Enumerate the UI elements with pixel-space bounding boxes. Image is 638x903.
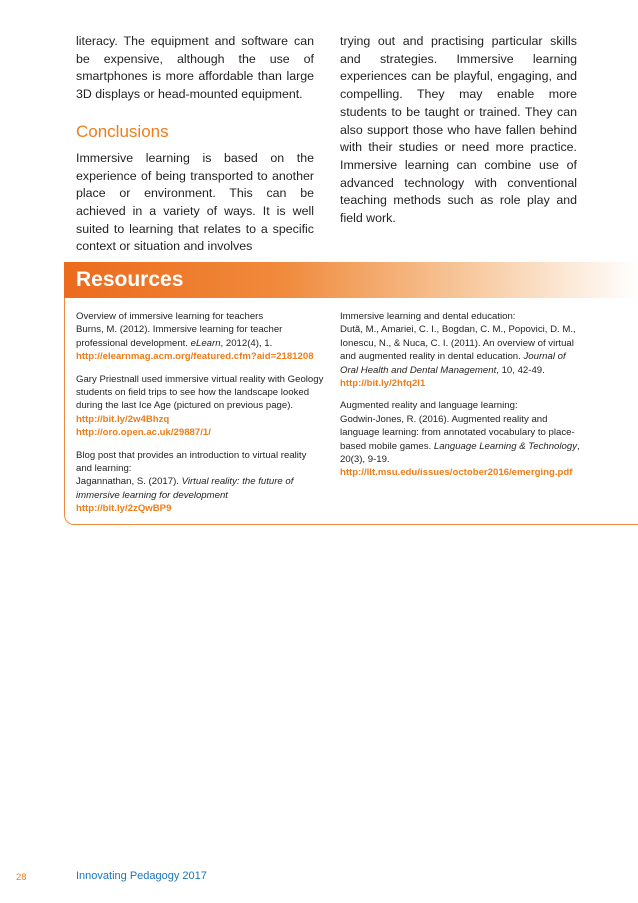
resource-link[interactable]: http://bit.ly/2zQwBP9 bbox=[76, 503, 172, 515]
resource-description: Overview of immersive learning for teachers bbox=[76, 311, 264, 322]
resource-entry bbox=[76, 310, 324, 364]
resource-entry bbox=[76, 373, 324, 440]
resource-description: Augmented reality and language learning: bbox=[340, 400, 518, 412]
resources-left-column bbox=[76, 310, 324, 525]
resource-entry bbox=[340, 310, 580, 390]
conclusions-heading: Conclusions bbox=[76, 121, 169, 141]
left-paragraph-2: Immersive learning is based on the experience of being transported to another place or environment. This can be achieved in a variety of ways. It is well suited to learning that relates to a specific context or situation and involves bbox=[76, 150, 314, 254]
resource-link[interactable]: http://bit.ly/2w4Bhzq bbox=[76, 413, 170, 425]
resources-title: Resources bbox=[76, 268, 184, 291]
footer-title: Innovating Pedagogy 2017 bbox=[76, 870, 207, 882]
resource-citation: Godwin-Jones, R. (2016). Augmented reality and language learning: from annotated vocabulary to place-based mobile games. Language Learning & Technology, 20(3), 9-19. bbox=[340, 413, 580, 466]
resource-entry bbox=[76, 449, 324, 516]
resource-link[interactable]: http://elearnmag.acm.org/featured.cfm?aid=2181208 bbox=[76, 351, 314, 363]
resource-description: Blog post that provides an introduction to virtual reality and learning: bbox=[76, 449, 307, 475]
resource-description: Immersive learning and dental education: bbox=[340, 311, 516, 322]
resource-link[interactable]: http://oro.open.ac.uk/29887/1/ bbox=[76, 427, 211, 439]
resource-description: Gary Priestnall used immersive virtual reality with Geology students on field trips to see how the landscape looked during the last Ice Age (pictured on previous page). bbox=[76, 373, 324, 412]
resource-link[interactable]: http://llt.msu.edu/issues/october2016/emerging.pdf bbox=[340, 467, 573, 479]
resource-citation: Dutã, M., Amariei, C. I., Bogdan, C. M., Popovici, D. M., Ionescu, N., & Nuca, C. I. (2011). An overview of virtual and augmented reality in dental education. Journal of Oral Health and Dental Management, 10, 42-49. bbox=[340, 324, 576, 376]
right-text-column bbox=[340, 33, 577, 228]
resources-right-column bbox=[340, 310, 580, 489]
right-paragraph-1: trying out and practising particular skills and strategies. Immersive learning experiences can be playful, engaging, and compelling. They may enable more students to be taught or trained. They can also support those who have fallen behind with their studies or need more practice. Immersive learning can combine use of advanced technology with conventional teaching methods such as role play and field work. bbox=[340, 34, 577, 226]
resource-link[interactable]: http://bit.ly/2hfq2I1 bbox=[340, 378, 426, 390]
left-paragraph-1: literacy. The equipment and software can be expensive, although the use of smartphones is more affordable than large 3D displays or head-mounted equipment. bbox=[76, 34, 314, 102]
resource-citation: Jagannathan, S. (2017). Virtual reality: the future of immersive learning for development bbox=[76, 476, 294, 501]
left-text-column bbox=[76, 33, 314, 256]
resources-banner bbox=[64, 262, 638, 298]
page-number: 28 bbox=[16, 872, 27, 883]
resource-citation: Burns, M. (2012). Immersive learning for teacher professional development. eLearn, 2012(4), 1. bbox=[76, 324, 283, 349]
resource-entry bbox=[340, 399, 580, 479]
